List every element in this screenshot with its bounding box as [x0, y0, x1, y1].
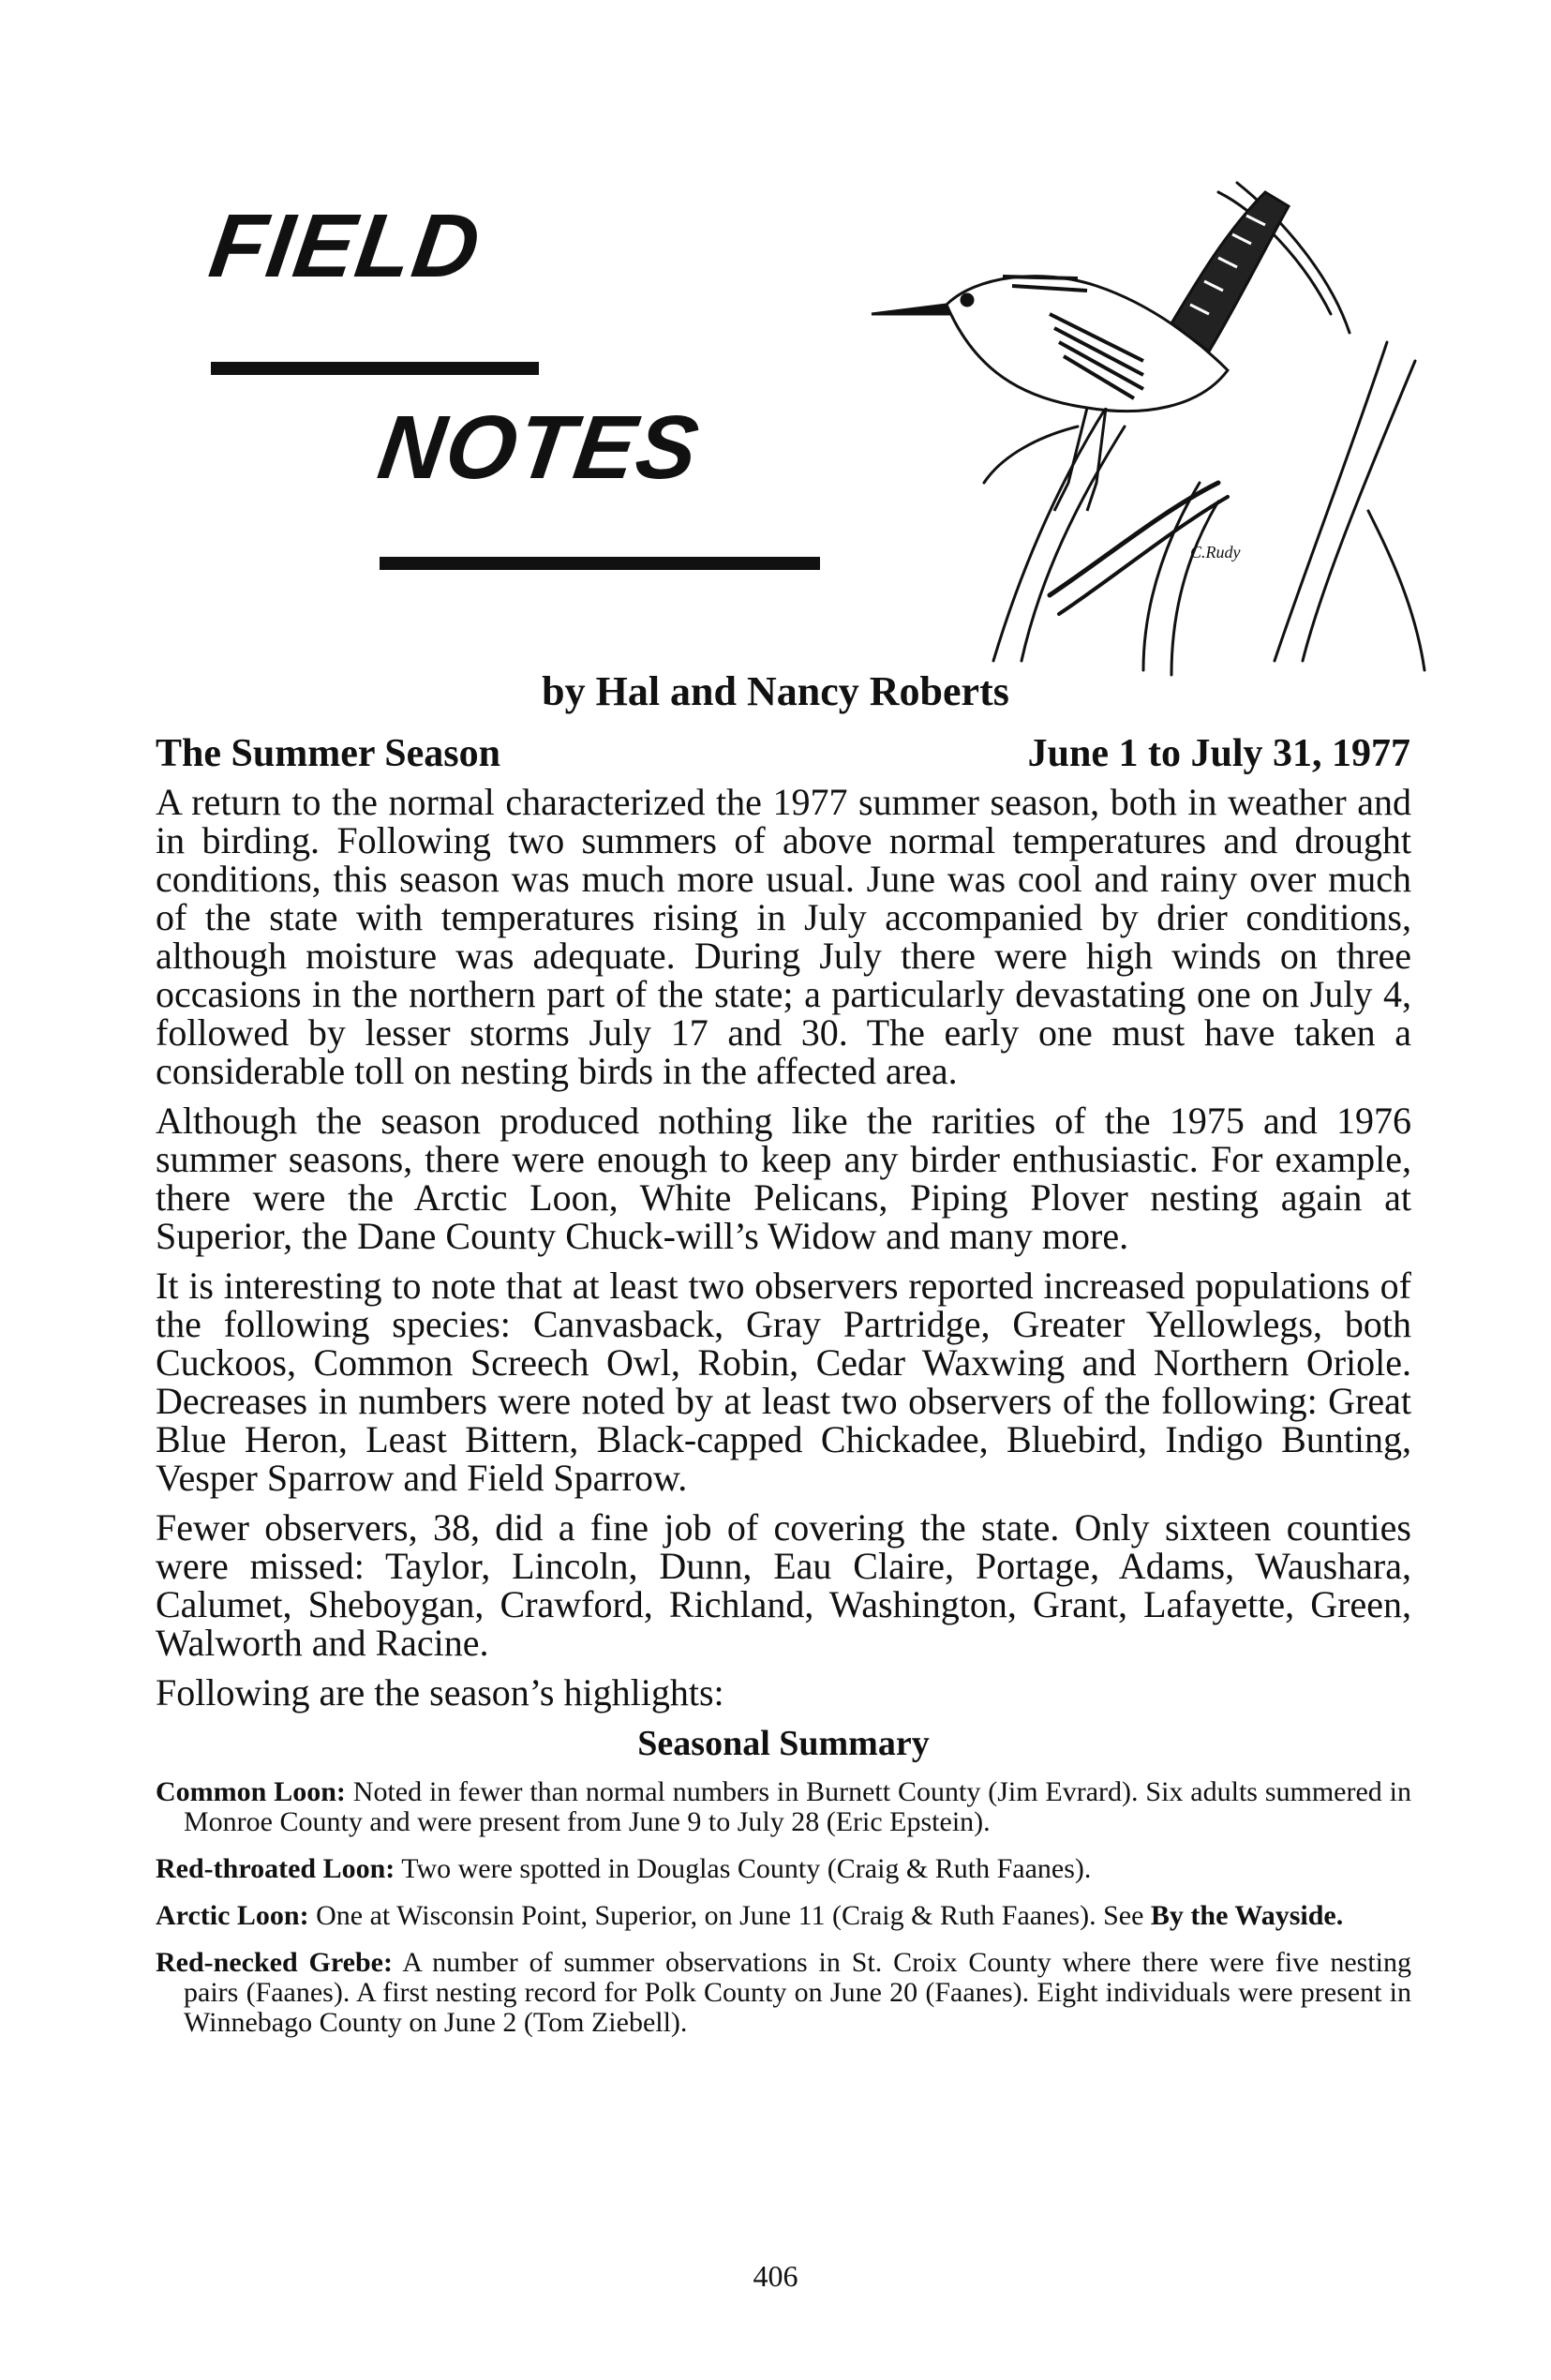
entry-text: Two were spotted in Douglas County (Craig & Ruth Faanes). [401, 1853, 1092, 1884]
summary-entry [156, 1901, 1411, 1931]
summary-entry [156, 1948, 1411, 2038]
title-notes: NOTES [372, 397, 707, 498]
illustration-signature: C.Rudy [1190, 543, 1241, 561]
season-dates: June 1 to July 31, 1977 [1027, 732, 1410, 775]
paragraph-4: Fewer observers, 38, did a fine job of covering the state. Only sixteen counties were missed: Taylor, Lincoln, Dunn, Eau Claire, Portage, Adams, Waushara, Calumet, Sheboygan, Crawford, Richland, Washington, Grant, Lafayette, Green, Walworth and Racine. [156, 1506, 1411, 1664]
cross-reference: By the Wayside. [1150, 1900, 1344, 1931]
title-field: FIELD [203, 196, 487, 296]
species-name: Arctic Loon: [156, 1900, 309, 1931]
season-header [156, 731, 1410, 776]
byline: by Hal and Nancy Roberts [542, 668, 1009, 714]
entry-text: Noted in fewer than normal numbers in Burnett County (Jim Evrard). Six adults summered in Monroe County and were present from June 9 to July 28 (Eric Epstein). [184, 1776, 1412, 1837]
paragraph-2: Although the season produced nothing like the rarities of the 1975 and 1976 summer seasons, there were enough to keep any birder enthusiastic. For example, there were the Arctic Loon, White Pelicans, Piping Plover nesting again at Superior, the Dane County Chuck-will’s Widow and many more. [156, 1100, 1411, 1257]
summary-entry [156, 1854, 1411, 1884]
title-underline-2 [380, 557, 820, 570]
paragraph-1: A return to the normal characterized the 1977 summer season, both in weather and in birding. Following two summers of above normal temperatures and drought conditions, this season was much more usual. June was cool and rainy over much of the state with temperatures rising in July accompanied by drier conditions, although moisture was adequate. During July there were high winds on three occasions in the northern part of the state; a particularly devastating one on July 4, followed by lesser storms July 17 and 30. The early one must have taken a considerable toll on nesting birds in the affected area. [156, 781, 1411, 1092]
summary-entry [156, 1777, 1411, 1837]
article-body [156, 783, 1411, 2055]
paragraph-3: It is interesting to note that at least two observers reported increased populations of the following species: Canvasback, Gray Partridge, Greater Yellowlegs, both Cuckoos, Common Screech Owl, Robin, Cedar Waxwing and Northern Oriole. Decreases in numbers were noted by at least two observers of the following: Great Blue Heron, Least Bittern, Black-capped Chickadee, Bluebird, Indigo Bunting, Vesper Sparrow and Field Sparrow. [156, 1265, 1411, 1499]
title-underline-1 [211, 362, 539, 375]
wren-illustration [862, 173, 1443, 680]
page-number: 406 [753, 2259, 798, 2293]
seasonal-summary-heading: Seasonal Summary [637, 1724, 930, 1763]
entry-text: A number of summer observations in St. Croix County where there were five nesting pairs (Faanes). A first nesting record for Polk County on June 20 (Faanes). Eight individuals were present in Winnebago County on June 2 (Tom Ziebell). [184, 1947, 1411, 2038]
masthead [0, 0, 1551, 741]
species-name: Common Loon: [156, 1776, 346, 1807]
season-title: The Summer Season [156, 732, 500, 775]
entry-text: One at Wisconsin Point, Superior, on June 11 (Craig & Ruth Faanes). See [316, 1900, 1144, 1931]
species-name: Red-necked Grebe: [156, 1947, 393, 1978]
species-name: Red-throated Loon: [156, 1853, 395, 1884]
paragraph-5: Following are the season’s highlights: [156, 1671, 724, 1714]
